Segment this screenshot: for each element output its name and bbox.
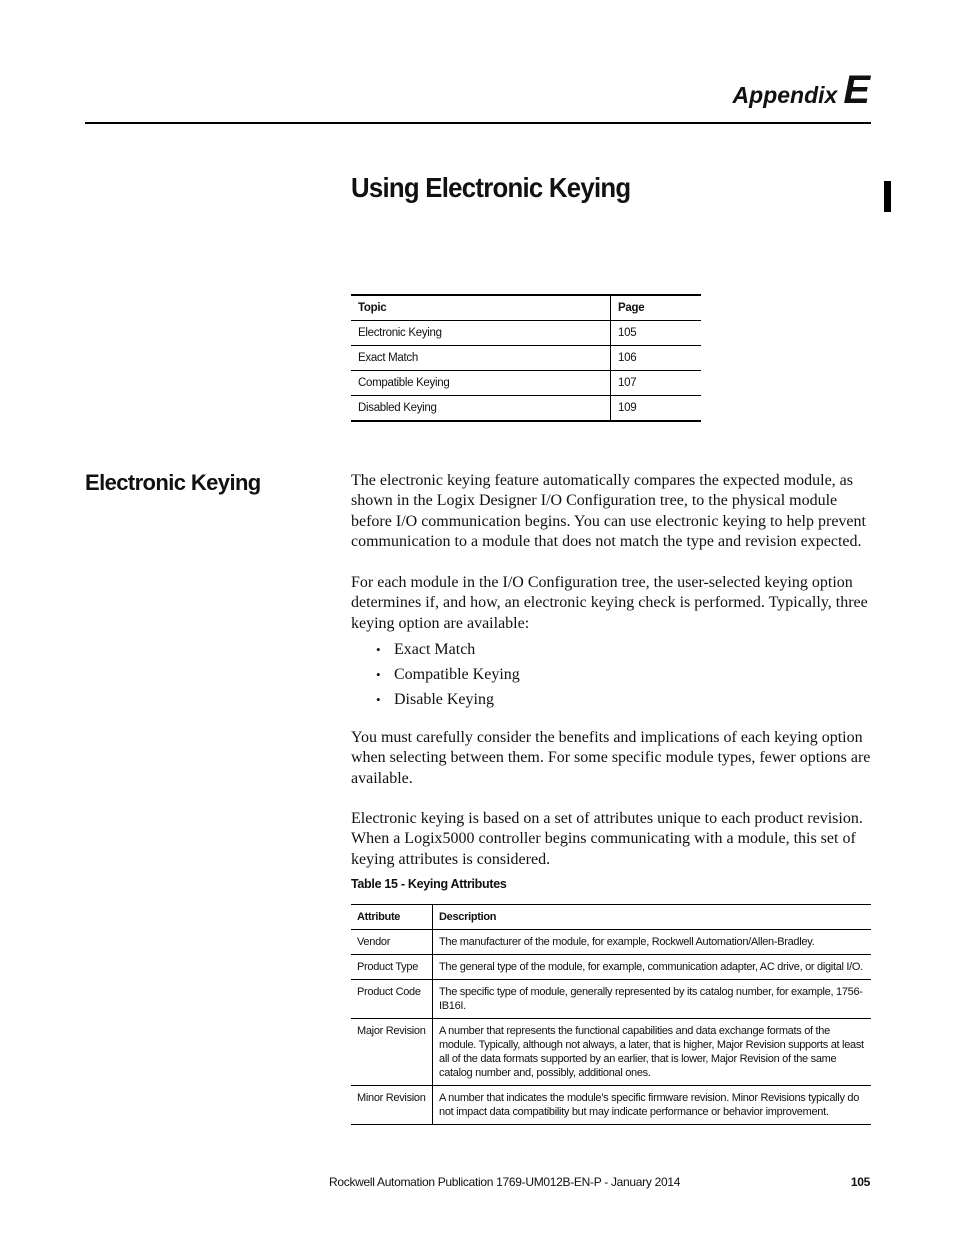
table-row bbox=[351, 980, 871, 1019]
page-cell: 107 bbox=[611, 371, 702, 396]
attribute-cell: Vendor bbox=[351, 930, 433, 955]
appendix-word: Appendix bbox=[732, 82, 838, 108]
topics-table bbox=[351, 294, 701, 422]
table-row bbox=[351, 930, 871, 955]
table-row bbox=[351, 955, 871, 980]
page-cell: 106 bbox=[611, 346, 702, 371]
page-cell: 109 bbox=[611, 396, 702, 422]
column-header-description: Description bbox=[433, 905, 872, 930]
attribute-cell: Minor Revision bbox=[351, 1086, 433, 1125]
topic-cell: Electronic Keying bbox=[351, 321, 611, 346]
topic-cell: Exact Match bbox=[351, 346, 611, 371]
body-paragraph: Electronic keying is based on a set of attributes unique to each product revision. When a Logix5000 controller begins communicating with a module, this set of keying attributes is considered. bbox=[351, 810, 863, 868]
description-cell: A number that represents the functional capabilities and data exchange formats of the module. Typically, although not always, a later, that is higher, Major Revision supports at least all of the data formats supported by an earlier, that is lower, Major Revision of the same catalog number and, possibly, additional ones. bbox=[433, 1019, 872, 1086]
header-rule bbox=[85, 122, 871, 124]
column-header-attribute: Attribute bbox=[351, 905, 433, 930]
body-paragraph: The electronic keying feature automatically compares the expected module, as shown in the Logix Designer I/O Configuration tree, to the physical module before I/O communication begins. You can use electronic keying to help prevent communication to a module that does not match the type and revision expected. bbox=[351, 472, 866, 551]
topic-cell: Disabled Keying bbox=[351, 396, 611, 422]
body-paragraph: For each module in the I/O Configuration tree, the user-selected keying option determines if, and how, an electronic keying check is performed. Typically, three keying option are available: bbox=[351, 574, 868, 632]
chapter-title: Using Electronic Keying bbox=[351, 172, 631, 203]
body-paragraph: You must carefully consider the benefits and implications of each keying option when selecting between them. For some specific module types, fewer options are available. bbox=[351, 729, 871, 787]
appendix-label bbox=[733, 68, 870, 113]
description-cell: The specific type of module, generally represented by its catalog number, for example, 1756-IB16I. bbox=[433, 980, 872, 1019]
description-cell: The manufacturer of the module, for example, Rockwell Automation/Allen-Bradley. bbox=[433, 930, 872, 955]
section-heading: Electronic Keying bbox=[85, 470, 261, 495]
page-cell: 105 bbox=[611, 321, 702, 346]
footer-publication: Rockwell Automation Publication 1769-UM012B-EN-P - January 2014 bbox=[329, 1175, 681, 1189]
list-item: • Disable Keying bbox=[394, 687, 520, 712]
attribute-cell: Product Type bbox=[351, 955, 433, 980]
list-item: • Compatible Keying bbox=[394, 662, 520, 687]
attribute-cell: Major Revision bbox=[351, 1019, 433, 1086]
table-row bbox=[351, 346, 701, 371]
table-header-row bbox=[351, 905, 871, 930]
column-header-topic: Topic bbox=[351, 295, 611, 321]
list-item: • Exact Match bbox=[394, 637, 520, 662]
table-row bbox=[351, 371, 701, 396]
table-row bbox=[351, 1086, 871, 1125]
table-caption: Table 15 - Keying Attributes bbox=[351, 877, 507, 891]
keying-options-list bbox=[376, 637, 520, 712]
table-row bbox=[351, 396, 701, 422]
table-header-row bbox=[351, 295, 701, 321]
description-cell: A number that indicates the module’s specific firmware revision. Minor Revisions typically do not impact data compatibility but may indicate performance or behavior improvement. bbox=[433, 1086, 872, 1125]
topic-cell: Compatible Keying bbox=[351, 371, 611, 396]
attribute-cell: Product Code bbox=[351, 980, 433, 1019]
page-number: 105 bbox=[850, 1175, 870, 1189]
chapter-marker-bar bbox=[884, 181, 891, 212]
table-row bbox=[351, 1019, 871, 1086]
column-header-page: Page bbox=[611, 295, 702, 321]
table-row bbox=[351, 321, 701, 346]
appendix-letter: E bbox=[843, 68, 870, 112]
keying-attributes-table bbox=[351, 904, 871, 1125]
description-cell: The general type of the module, for example, communication adapter, AC drive, or digital I/O. bbox=[433, 955, 872, 980]
